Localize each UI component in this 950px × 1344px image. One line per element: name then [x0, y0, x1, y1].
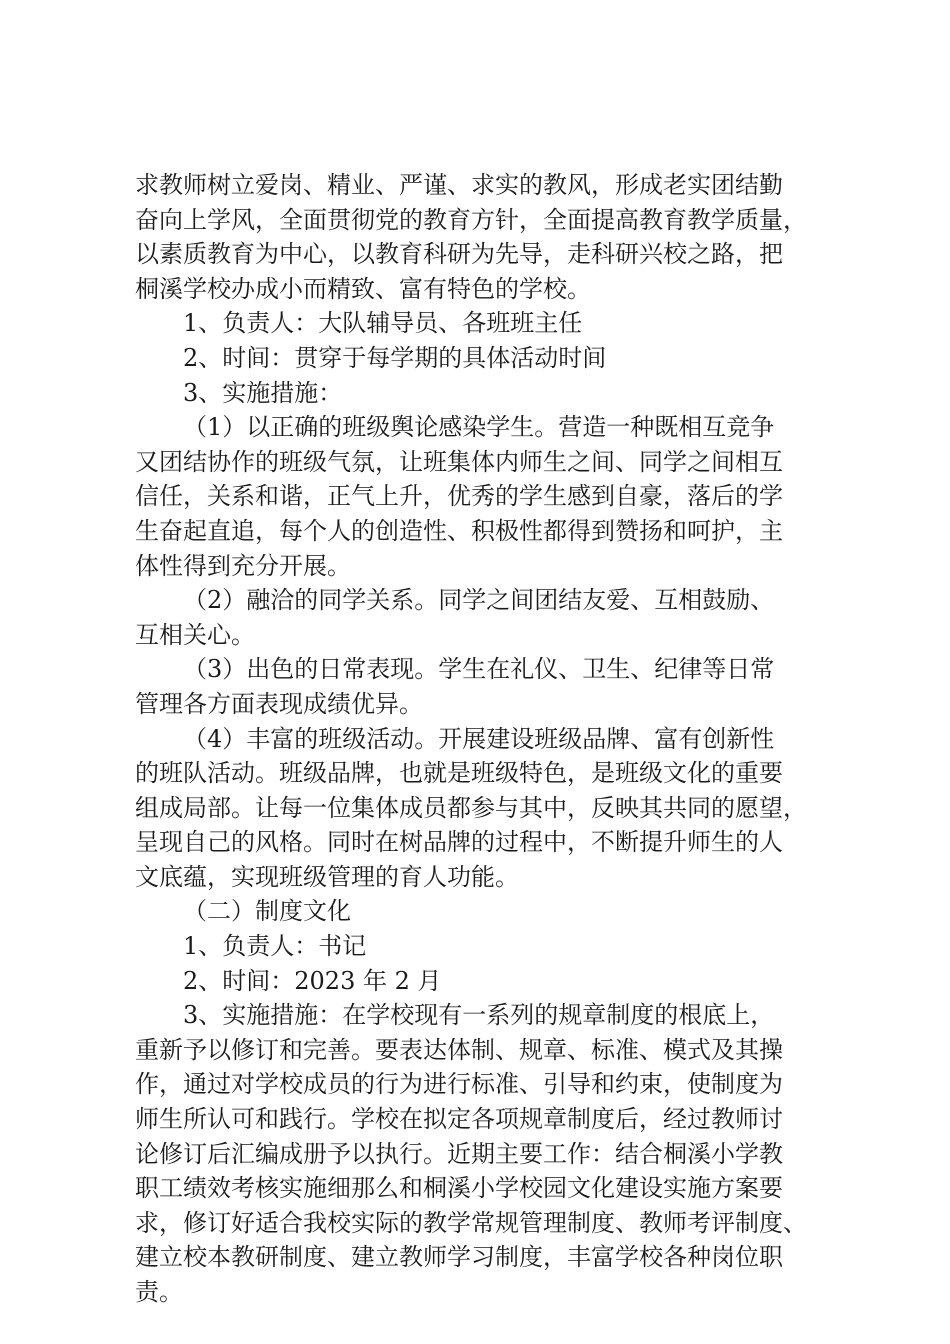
text-line: 信任，关系和谐，正气上升，优秀的学生感到自豪，落后的学	[135, 482, 783, 511]
text-line: 以素质教育为中心，以教育科研为先导，走科研兴校之路，把	[135, 240, 783, 269]
text-line: 重新予以修订和完善。要表达体制、规章、标准、模式及其操	[135, 1035, 783, 1064]
text-line: 互相关心。	[135, 620, 255, 649]
text-line: 奋向上学风，全面贯彻党的教育方针，全面提高教育教学质量，	[135, 205, 807, 234]
text-line: （1）以正确的班级舆论感染学生。营造一种既相互竞争	[183, 413, 775, 442]
text-line: 管理各方面表现成绩优异。	[135, 689, 423, 718]
text-line: （4）丰富的班级活动。开展建设班级品牌、富有创新性	[183, 724, 775, 753]
text-line: 求，修订好适合我校实际的教学常规管理制度、教师考评制度、	[135, 1208, 807, 1237]
text-line: （3）出色的日常表现。学生在礼仪、卫生、纪律等日常	[183, 655, 775, 684]
text-line: 3、实施措施：在学校现有一系列的规章制度的根底上，	[183, 1001, 775, 1030]
text-line: 组成局部。让每一位集体成员都参与其中，反映其共同的愿望，	[135, 793, 807, 822]
text-line: 生奋起直追，每个人的创造性、积极性都得到赞扬和呵护，主	[135, 516, 783, 545]
text-line: 求教师树立爱岗、精业、严谨、求实的教风，形成老实团结勤	[135, 171, 783, 199]
text-line: 作，通过对学校成员的行为进行标准、引导和约束，使制度为	[135, 1070, 783, 1099]
document-body	[135, 168, 825, 1310]
text-line: 的班队活动。班级品牌，也就是班级特色，是班级文化的重要	[135, 759, 783, 788]
text-line: 3、实施措施：	[183, 378, 343, 407]
text-line: 又团结协作的班级气氛，让班集体内师生之间、同学之间相互	[135, 447, 783, 476]
text-line: 1、负责人：大队辅导员、各班班主任	[183, 309, 583, 338]
text-line: 2、时间：2023 年 2 月	[183, 966, 442, 995]
text-line: 师生所认可和践行。学校在拟定各项规章制度后，经过教师讨	[135, 1105, 783, 1134]
section-heading: （二）制度文化	[183, 897, 351, 926]
text-line: 文底蕴，实现班级管理的育人功能。	[135, 862, 519, 891]
text-line: 体性得到充分开展。	[135, 551, 351, 580]
text-line: 2、时间：贯穿于每学期的具体活动时间	[183, 343, 607, 372]
text-line: 建立校本教研制度、建立教师学习制度，丰富学校各种岗位职	[135, 1243, 783, 1272]
text-line: 职工绩效考核实施细那么和桐溪小学校园文化建设实施方案要	[135, 1174, 783, 1203]
text-line: 呈现自己的风格。同时在树品牌的过程中，不断提升师生的人	[135, 828, 783, 857]
text-line: 1、负责人：书记	[183, 932, 367, 961]
text-line: 责。	[135, 1278, 183, 1306]
text-line: （2）融洽的同学关系。同学之间团结友爱、互相鼓励、	[183, 586, 775, 615]
text-line: 桐溪学校办成小而精致、富有特色的学校。	[135, 274, 591, 303]
text-line: 论修订后汇编成册予以执行。近期主要工作：结合桐溪小学教	[135, 1139, 783, 1168]
